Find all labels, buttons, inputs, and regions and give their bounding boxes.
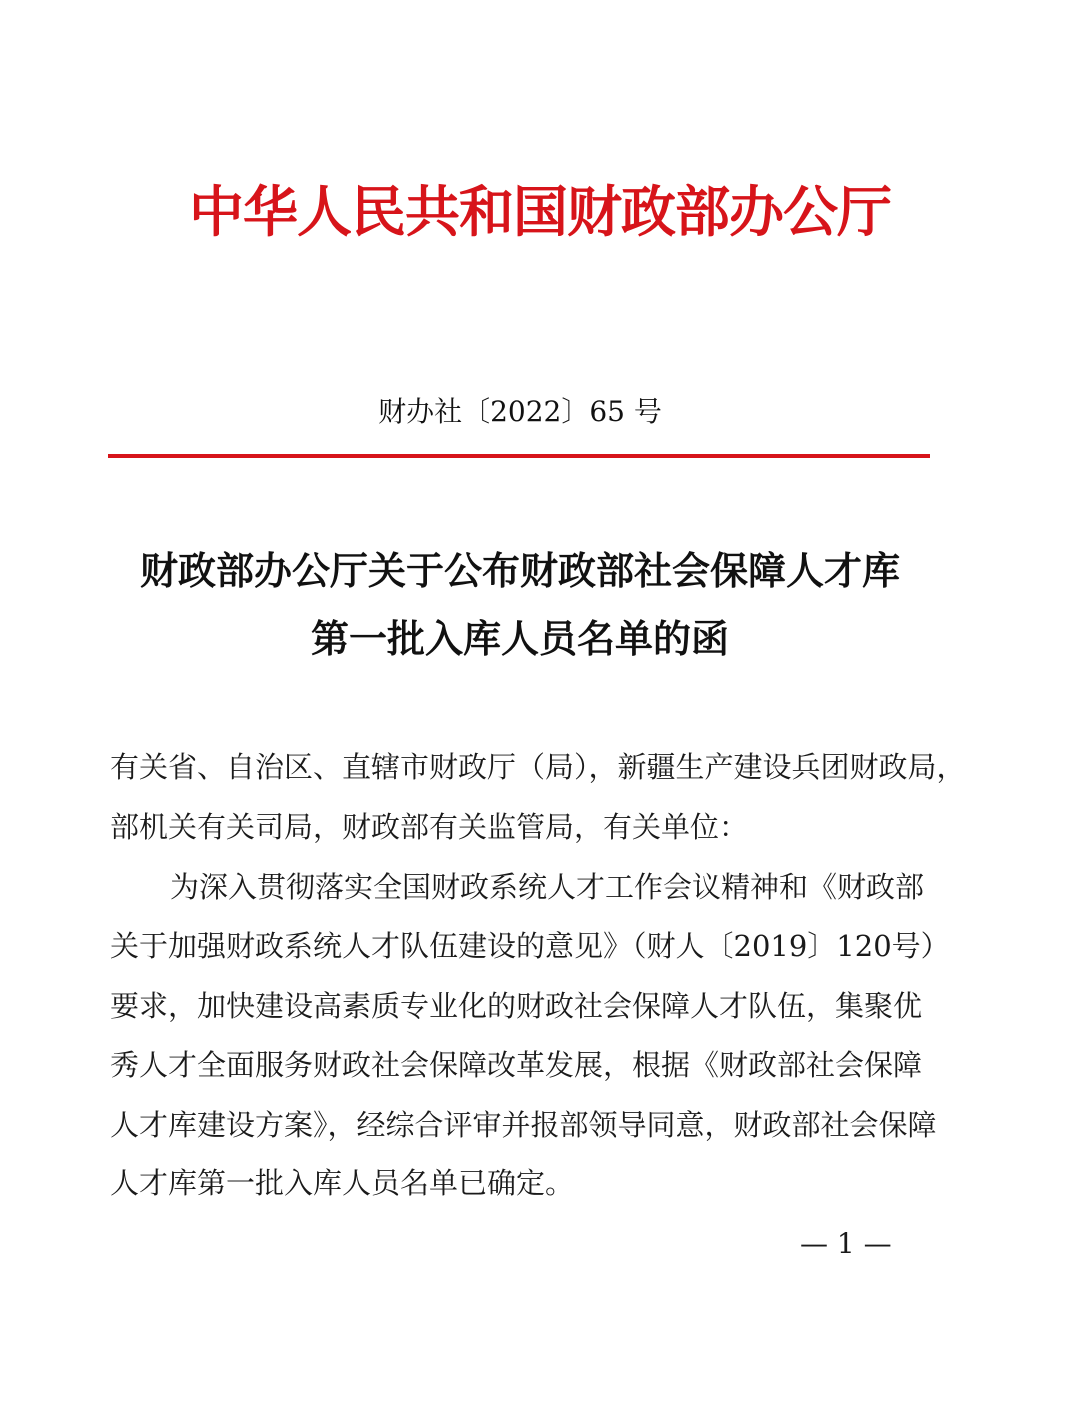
body-line-1: 为深入贯彻落实全国财政系统人才工作会议精神和《财政部 bbox=[170, 870, 925, 904]
document-title-line-1: 财政部办公厅关于公布财政部社会保障人才库 bbox=[139, 548, 900, 593]
body-line-3: 要求，加快建设高素质专业化的财政社会保障人才队伍，集聚优 bbox=[110, 989, 923, 1023]
body-line-5: 人才库建设方案》，经综合评审并报部领导同意，财政部社会保障 bbox=[110, 1108, 937, 1142]
body-line-6: 人才库第一批入库人员名单已确定。 bbox=[110, 1166, 575, 1200]
page-number: — 1 — bbox=[800, 1227, 892, 1260]
issuer-header: 中华人民共和国财政部办公厅 bbox=[188, 179, 891, 244]
body-line-4: 秀人才全面服务财政社会保障改革发展，根据《财政部社会保障 bbox=[110, 1048, 923, 1082]
document-title-line-2: 第一批入库人员名单的函 bbox=[310, 616, 729, 661]
addressee-line-1: 有关省、自治区、直辖市财政厅（局），新疆生产建设兵团财政局， bbox=[110, 750, 966, 784]
body-line-2: 关于加强财政系统人才队伍建设的意见》（财人〔2019〕120号） bbox=[110, 929, 950, 963]
document-number: 财办社〔2022〕65 号 bbox=[378, 395, 662, 428]
red-separator-line bbox=[108, 454, 930, 458]
addressee-line-2: 部机关有关司局，财政部有关监管局，有关单位： bbox=[110, 810, 749, 844]
